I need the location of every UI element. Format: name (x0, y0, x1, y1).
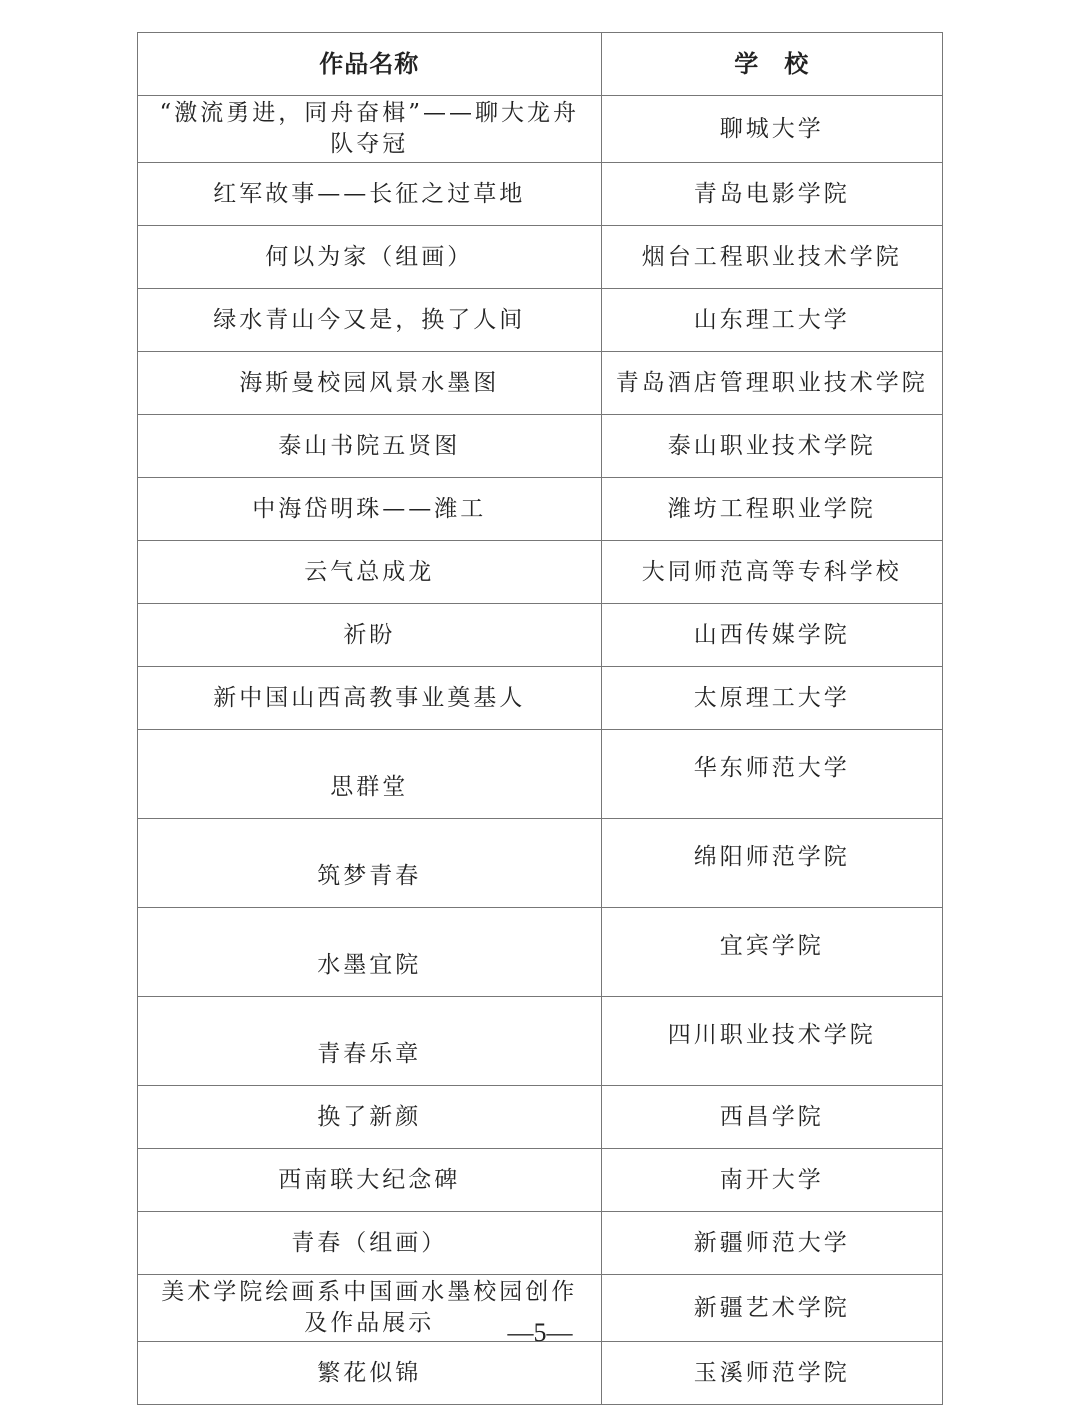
cell-work: 祈盼 (138, 604, 602, 667)
table-row (138, 96, 943, 163)
cell-work: 云气总成龙 (138, 541, 602, 604)
cell-school: 宜宾学院 (601, 908, 942, 997)
cell-work: 西南联大纪念碑 (138, 1149, 602, 1212)
table-row (138, 478, 943, 541)
cell-school: 西昌学院 (601, 1086, 942, 1149)
table-row (138, 1212, 943, 1275)
cell-school: 新疆艺术学院 (601, 1275, 942, 1342)
cell-work: 换了新颜 (138, 1086, 602, 1149)
cell-work: 泰山书院五贤图 (138, 415, 602, 478)
cell-school: 山西传媒学院 (601, 604, 942, 667)
table-row (138, 415, 943, 478)
table-header-row (138, 33, 943, 96)
table-row (138, 667, 943, 730)
header-work-title: 作品名称 (138, 33, 602, 96)
table-row (138, 541, 943, 604)
cell-school: 大同师范高等专科学校 (601, 541, 942, 604)
cell-work: 中海岱明珠——潍工 (138, 478, 602, 541)
page-number: —5— (507, 1318, 573, 1347)
cell-work: 海斯曼校园风景水墨图 (138, 352, 602, 415)
cell-school: 新疆师范大学 (601, 1212, 942, 1275)
table-row (138, 1149, 943, 1212)
cell-school: 潍坊工程职业学院 (601, 478, 942, 541)
awards-table (137, 32, 943, 1405)
cell-work: 绿水青山今又是，换了人间 (138, 289, 602, 352)
cell-school: 华东师范大学 (601, 730, 942, 819)
cell-school: 南开大学 (601, 1149, 942, 1212)
cell-school: 烟台工程职业技术学院 (601, 226, 942, 289)
cell-work: “激流勇进，同舟奋楫”——聊大龙舟队夺冠 (138, 96, 602, 163)
table-row (138, 289, 943, 352)
cell-work: 青春乐章 (138, 997, 602, 1086)
header-school: 学 校 (601, 33, 942, 96)
table-row (138, 997, 943, 1086)
table-row (138, 352, 943, 415)
cell-work: 筑梦青春 (138, 819, 602, 908)
cell-school: 太原理工大学 (601, 667, 942, 730)
cell-work: 青春（组画） (138, 1212, 602, 1275)
cell-work: 何以为家（组画） (138, 226, 602, 289)
cell-work: 水墨宜院 (138, 908, 602, 997)
cell-school: 四川职业技术学院 (601, 997, 942, 1086)
cell-work: 美术学院绘画系中国画水墨校园创作及作品展示 (138, 1275, 602, 1342)
table-row (138, 730, 943, 819)
cell-school: 绵阳师范学院 (601, 819, 942, 908)
cell-school: 青岛电影学院 (601, 163, 942, 226)
cell-school: 聊城大学 (601, 96, 942, 163)
cell-school: 玉溪师范学院 (601, 1342, 942, 1405)
table-row (138, 1086, 943, 1149)
cell-school: 山东理工大学 (601, 289, 942, 352)
table-row (138, 908, 943, 997)
table-row (138, 819, 943, 908)
cell-school: 泰山职业技术学院 (601, 415, 942, 478)
cell-work: 繁花似锦 (138, 1342, 602, 1405)
cell-work: 新中国山西高教事业奠基人 (138, 667, 602, 730)
table-row (138, 163, 943, 226)
cell-work: 思群堂 (138, 730, 602, 819)
cell-school: 青岛酒店管理职业技术学院 (601, 352, 942, 415)
cell-work: 红军故事——长征之过草地 (138, 163, 602, 226)
table-row (138, 1342, 943, 1405)
table-row (138, 226, 943, 289)
table-row (138, 604, 943, 667)
